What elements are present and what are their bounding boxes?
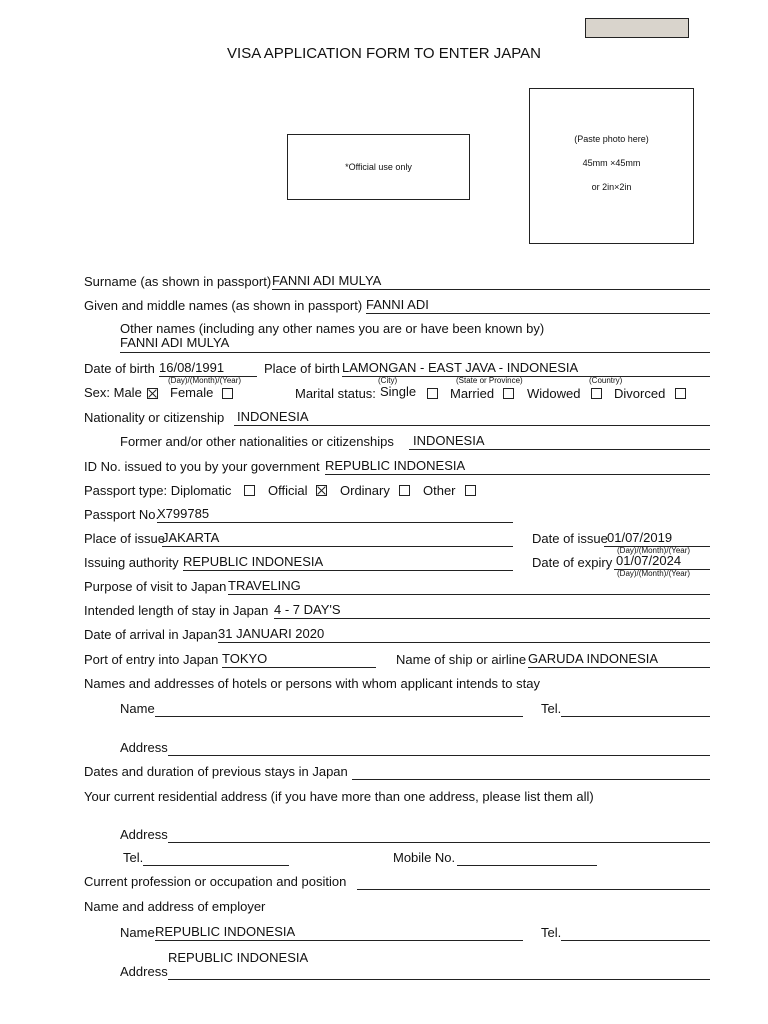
- emp-tel-field[interactable]: [561, 940, 710, 941]
- emp-name-line: [155, 940, 523, 941]
- hotel-name-label: Name: [120, 701, 155, 716]
- date-of-issue-label: Date of issue: [532, 531, 608, 546]
- official-use-text: *Official use only: [345, 162, 412, 172]
- surname-line: [272, 289, 710, 290]
- hotel-tel-label: Tel.: [541, 701, 562, 716]
- emp-name-label: Name: [120, 925, 155, 940]
- ship-airline-line: [528, 667, 710, 668]
- issuing-authority-field[interactable]: REPUBLIC INDONESIA: [183, 554, 324, 569]
- previous-stays-field[interactable]: [352, 779, 710, 780]
- given-names-field[interactable]: FANNI ADI: [366, 297, 429, 312]
- female-checkbox[interactable]: [222, 388, 233, 399]
- pob-country-hint: (Country): [589, 376, 623, 385]
- photo-box: [529, 88, 694, 244]
- purpose-line: [228, 594, 710, 595]
- pob-label: Place of birth: [264, 361, 340, 376]
- hotel-address-field[interactable]: [168, 755, 710, 756]
- port-of-entry-line: [222, 667, 376, 668]
- res-mobile-label: Mobile No.: [393, 850, 456, 865]
- port-of-entry-label: Port of entry into Japan: [84, 652, 219, 667]
- issuing-authority-line: [183, 570, 513, 571]
- ship-airline-field[interactable]: GARUDA INDONESIA: [528, 651, 659, 666]
- other-checkbox[interactable]: [465, 485, 476, 496]
- married-label: Married: [450, 386, 495, 401]
- passport-no-field[interactable]: X799785: [157, 506, 210, 521]
- ordinary-label: Ordinary: [340, 483, 390, 498]
- other-label: Other: [423, 483, 456, 498]
- place-of-issue-field[interactable]: JAKARTA: [162, 530, 220, 545]
- divorced-checkbox[interactable]: [675, 388, 686, 399]
- id-line: [325, 474, 710, 475]
- arrival-date-line: [218, 642, 710, 643]
- given-names-label: Given and middle names (as shown in passport): [84, 298, 363, 313]
- length-of-stay-label: Intended length of stay in Japan: [84, 603, 269, 618]
- passport-no-line: [157, 522, 513, 523]
- former-nationality-label: Former and/or other nationalities or citizenships: [120, 434, 394, 449]
- emp-address-field[interactable]: REPUBLIC INDONESIA: [168, 950, 309, 965]
- purpose-field[interactable]: TRAVELING: [228, 578, 301, 593]
- previous-stays-label: Dates and duration of previous stays in Japan: [84, 764, 348, 779]
- res-address-label: Address: [120, 827, 168, 842]
- res-tel-field[interactable]: [143, 865, 289, 866]
- other-names-line: [120, 352, 710, 353]
- id-label: ID No. issued to you by your government: [84, 459, 320, 474]
- res-address-field[interactable]: [168, 842, 710, 843]
- arrival-date-label: Date of arrival in Japan: [84, 627, 218, 642]
- page-title: VISA APPLICATION FORM TO ENTER JAPAN: [227, 45, 541, 62]
- photo-text-2: 45mm ×45mm: [582, 158, 641, 168]
- hotel-name-field[interactable]: [155, 716, 523, 717]
- dob-format-hint: (Day)/(Month)/(Year): [168, 376, 242, 385]
- single-label: Single: [380, 384, 417, 399]
- pob-state-hint: (State or Province): [456, 376, 523, 385]
- widowed-label: Widowed: [527, 386, 581, 401]
- date-of-expiry-format-hint: (Day)/(Month)/(Year): [617, 569, 691, 578]
- hotel-tel-field[interactable]: [561, 716, 710, 717]
- divorced-label: Divorced: [614, 386, 666, 401]
- arrival-date-field[interactable]: 31 JANUARI 2020: [218, 626, 325, 641]
- hotels-label: Names and addresses of hotels or persons with whom applicant intends to stay: [84, 676, 540, 691]
- diplomatic-checkbox[interactable]: [244, 485, 255, 496]
- profession-label: Current profession or occupation and position: [84, 874, 347, 889]
- emp-tel-label: Tel.: [541, 925, 562, 940]
- official-checkbox[interactable]: [316, 485, 327, 496]
- id-field[interactable]: REPUBLIC INDONESIA: [325, 458, 466, 473]
- date-of-expiry-field[interactable]: 01/07/2024: [616, 553, 682, 568]
- passport-type-label: Passport type: Diplomatic: [84, 483, 232, 498]
- emp-name-field[interactable]: REPUBLIC INDONESIA: [155, 924, 296, 939]
- official-label: Official: [268, 483, 308, 498]
- photo-text-1: (Paste photo here): [574, 134, 649, 144]
- pob-city-hint: (City): [378, 376, 398, 385]
- employer-label: Name and address of employer: [84, 899, 266, 914]
- official-use-box: [287, 134, 470, 200]
- profession-field[interactable]: [357, 889, 710, 890]
- ordinary-checkbox[interactable]: [399, 485, 410, 496]
- res-mobile-field[interactable]: [457, 865, 597, 866]
- date-of-issue-field[interactable]: 01/07/2019: [607, 530, 673, 545]
- date-of-expiry-label: Date of expiry: [532, 555, 613, 570]
- place-of-issue-label: Place of issue: [84, 531, 165, 546]
- port-of-entry-field[interactable]: TOKYO: [222, 651, 268, 666]
- other-names-label: Other names (including any other names you are or have been known by): [120, 321, 545, 336]
- single-checkbox[interactable]: [427, 388, 438, 399]
- nationality-field[interactable]: INDONESIA: [237, 409, 309, 424]
- place-of-issue-line: [162, 546, 513, 547]
- form-number-box: [585, 18, 689, 38]
- hotel-address-label: Address: [120, 740, 168, 755]
- former-nationality-line: [409, 449, 710, 450]
- emp-address-label: Address: [120, 964, 168, 979]
- emp-address-line: [168, 979, 710, 980]
- nationality-line: [234, 425, 710, 426]
- male-checkbox[interactable]: [147, 388, 158, 399]
- res-tel-label: Tel.: [123, 850, 144, 865]
- married-checkbox[interactable]: [503, 388, 514, 399]
- other-names-field[interactable]: FANNI ADI MULYA: [120, 335, 230, 350]
- sex-label: Sex: Male: [84, 385, 142, 400]
- length-of-stay-field[interactable]: 4 - 7 DAY'S: [274, 602, 341, 617]
- passport-no-label: Passport No.: [84, 507, 160, 522]
- residential-address-label: Your current residential address (if you have more than one address, please list them all): [84, 789, 594, 804]
- given-names-line: [366, 313, 710, 314]
- ship-airline-label: Name of ship or airline: [396, 652, 527, 667]
- widowed-checkbox[interactable]: [591, 388, 602, 399]
- pob-line: [342, 376, 710, 377]
- photo-text-3: or 2in×2in: [591, 182, 632, 192]
- dob-field[interactable]: 16/08/1991: [159, 360, 225, 375]
- female-label: Female: [170, 385, 214, 400]
- issuing-authority-label: Issuing authority: [84, 555, 179, 570]
- dob-label: Date of birth: [84, 361, 155, 376]
- surname-label: Surname (as shown in passport): [84, 274, 272, 289]
- date-of-issue-format-hint: (Day)/(Month)/(Year): [617, 546, 691, 555]
- former-nationality-field[interactable]: INDONESIA: [413, 433, 485, 448]
- marital-status-label: Marital status:: [295, 386, 376, 401]
- surname-field[interactable]: FANNI ADI MULYA: [272, 273, 382, 288]
- length-of-stay-line: [274, 618, 710, 619]
- purpose-label: Purpose of visit to Japan: [84, 579, 227, 594]
- nationality-label: Nationality or citizenship: [84, 410, 225, 425]
- pob-field[interactable]: LAMONGAN - EAST JAVA - INDONESIA: [342, 360, 579, 375]
